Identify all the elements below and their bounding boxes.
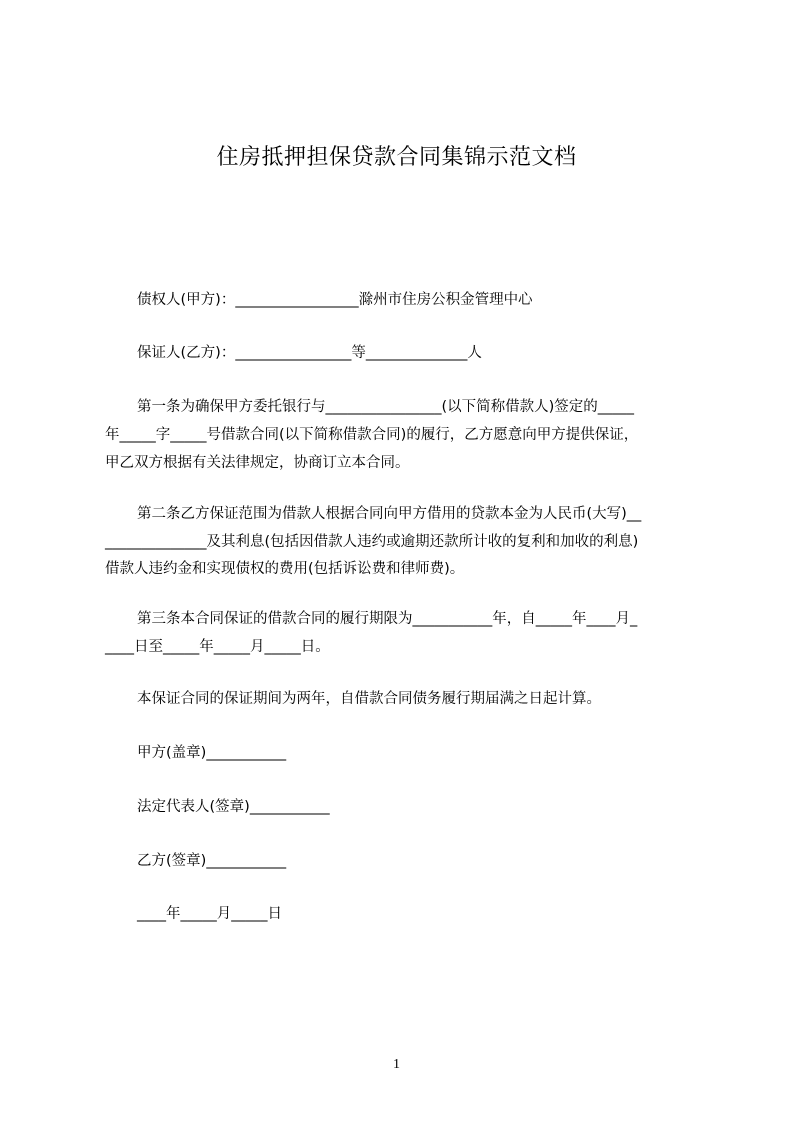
article3-line1: 第三条本合同保证的借款合同的履行期限为___________年，自_____年____月_ xyxy=(137,611,638,627)
article2-line3: 借款人违约金和实现债权的费用(包括诉讼费和律师费)。 xyxy=(105,561,465,577)
guarantor-line: 保证人(乙方)：________________等______________人 xyxy=(137,345,482,361)
date-line: ____年_____月_____日 xyxy=(137,906,282,922)
article1-line3: 甲乙双方根据有关法律规定，协商订立本合同。 xyxy=(105,455,410,471)
article3-line2: ____日至_____年_____月_____日。 xyxy=(105,639,330,655)
creditor-line: 债权人(甲方)：_________________滁州市住房公积金管理中心 xyxy=(137,292,533,308)
article2-line1: 第二条乙方保证范围为借款人根据合同向甲方借用的贷款本金为人民币(大写)__ xyxy=(137,506,642,522)
article1-line2: 年_____字_____号借款合同(以下简称借款合同)的履行，乙方愿意向甲方提供保证， xyxy=(105,427,639,443)
party-b-sign-line: 乙方(签章)___________ xyxy=(137,853,287,869)
party-a-seal-line: 甲方(盖章)___________ xyxy=(137,745,287,761)
article1-line1: 第一条为确保甲方委托银行与________________(以下简称借款人)签定的_____ xyxy=(137,399,635,415)
legal-representative-sign-line: 法定代表人(签章)___________ xyxy=(137,799,330,815)
guarantee-period-line: 本保证合同的保证期间为两年，自借款合同债务履行期届满之日起计算。 xyxy=(137,691,601,707)
page-number: 1 xyxy=(393,1057,400,1072)
article2-line2: ______________及其利息(包括因借款人违约或逾期还款所计收的复利和加收的利息) xyxy=(105,534,639,550)
document-title: 住房抵押担保贷款合同集锦示范文档 xyxy=(216,145,577,170)
